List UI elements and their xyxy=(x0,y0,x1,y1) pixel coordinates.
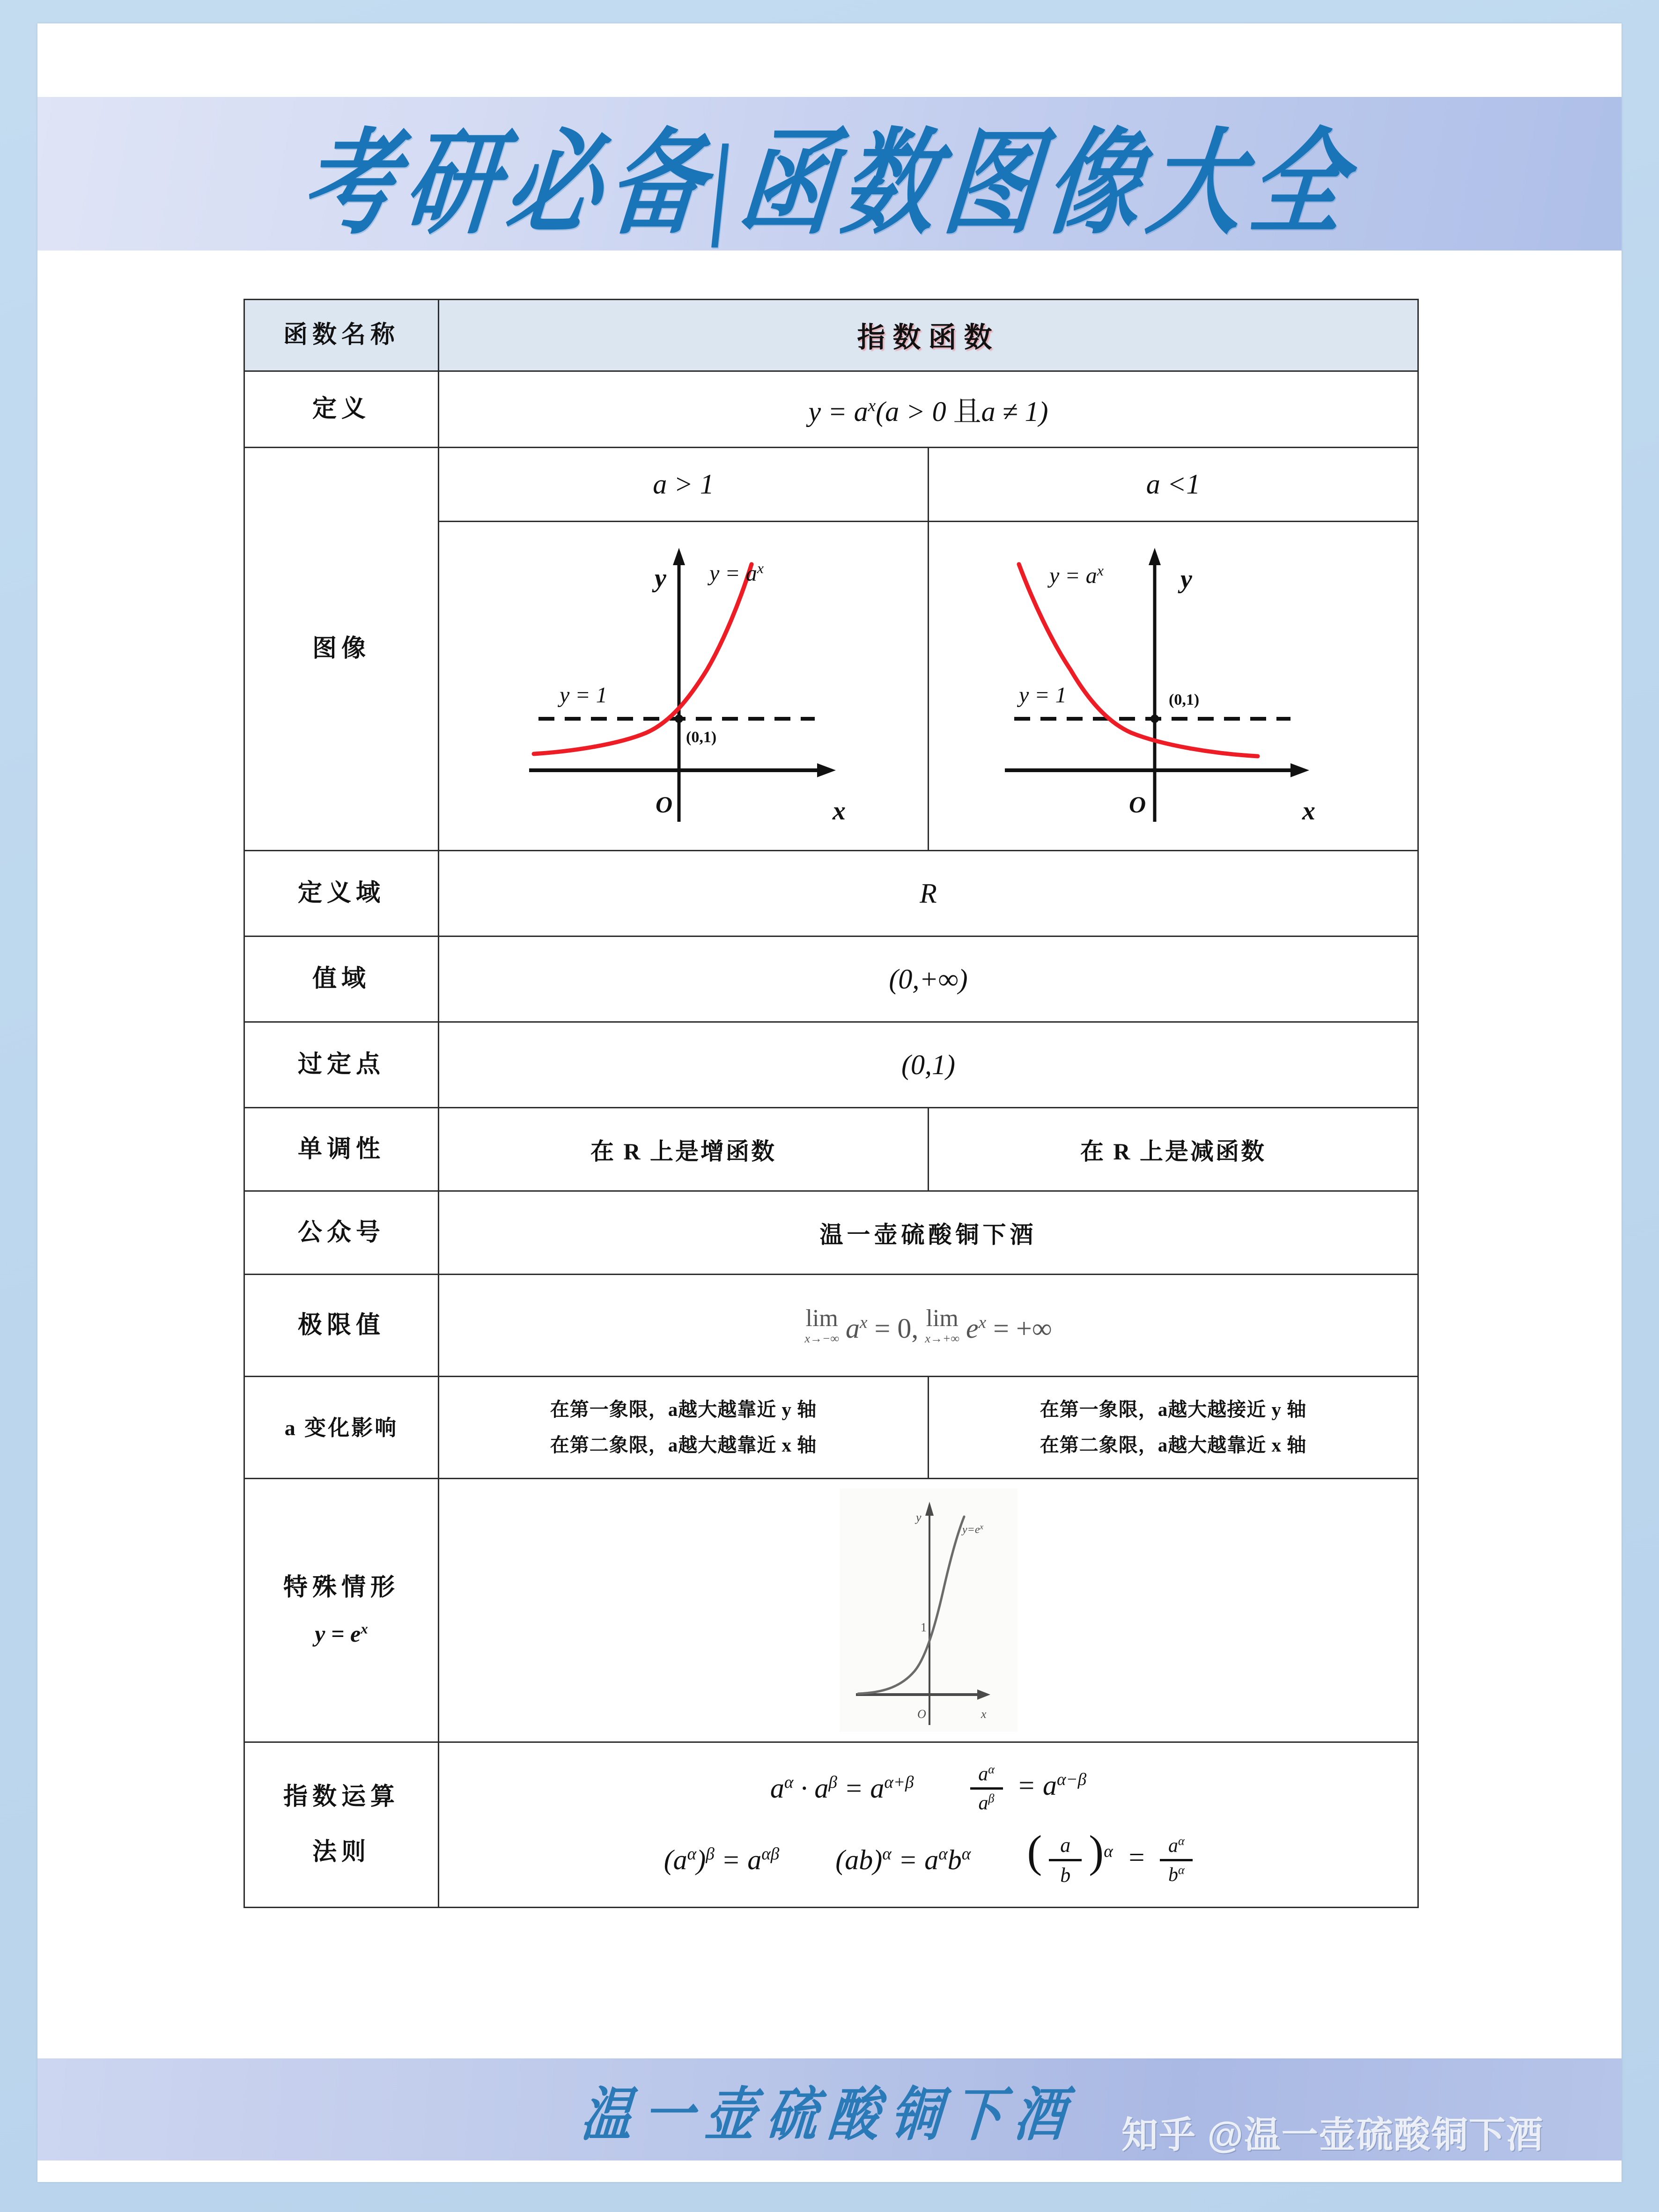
y-axis-label: y xyxy=(915,1511,922,1524)
fixed-point-value: (0,1) xyxy=(901,1049,955,1080)
monotonicity-left-cell xyxy=(439,1108,929,1191)
wechat-account-name: 温一壶硫酸铜下酒 xyxy=(819,1221,1037,1248)
tick-label-one: 1 xyxy=(920,1621,927,1634)
row-label-special-case xyxy=(244,1479,439,1742)
result-numerator: $a^\alpha$ xyxy=(1168,1834,1185,1857)
quotient-result: = $a^{\alpha-\beta}$ xyxy=(1010,1770,1087,1801)
fraction-bar xyxy=(1049,1859,1082,1861)
a-effect-right-cell xyxy=(929,1377,1418,1479)
big-paren-close: ) xyxy=(1089,1826,1104,1877)
special-case-label-line1: 特殊情形 xyxy=(283,1574,399,1601)
domain-value: R xyxy=(920,877,937,909)
row-label-limits: 极限值 xyxy=(244,1275,439,1377)
case-right-header xyxy=(929,448,1418,522)
a-effect-left-line1: 在第一象限，a越大越靠近 y 轴 xyxy=(550,1398,817,1420)
natural-exponential-chart xyxy=(840,1489,1018,1732)
exponential-increasing-chart xyxy=(478,531,890,841)
table-row-cases xyxy=(244,448,1418,522)
table-row xyxy=(244,1479,1418,1742)
definition-formula-cell xyxy=(439,371,1418,448)
table-header-row xyxy=(244,300,1418,371)
monotonicity-right-cell xyxy=(929,1108,1418,1191)
big-paren-open: ( xyxy=(1027,1826,1042,1877)
monotonicity-left-text: 在 R 上是增函数 xyxy=(590,1138,777,1165)
limit-under-text-1: x→−∞ xyxy=(804,1331,840,1345)
result-denominator: $b^\alpha$ xyxy=(1168,1863,1185,1886)
function-summary-table xyxy=(243,299,1419,1908)
table-row xyxy=(244,1275,1418,1377)
exponent-rules-row-2 xyxy=(439,1826,1417,1887)
exponent-rules-list xyxy=(439,1748,1417,1901)
a-effect-right-line2: 在第二象限，a越大越靠近 x 轴 xyxy=(1040,1434,1307,1456)
special-case-label-line2: $y = e^x$ xyxy=(315,1620,368,1647)
origin-label: O xyxy=(655,791,672,818)
a-effect-left-line2: 在第二象限，a越大越靠近 x 轴 xyxy=(550,1434,817,1456)
base-denominator: b xyxy=(1060,1864,1071,1887)
limit-operator-1 xyxy=(804,1306,839,1345)
limit-op-text-2: lim xyxy=(926,1305,959,1332)
table-row xyxy=(244,371,1418,448)
graph-cell-decreasing xyxy=(929,522,1418,851)
zhihu-watermark: 知乎 @温一壶硫酸铜下酒 xyxy=(1121,2114,1544,2155)
table-row xyxy=(244,1108,1418,1191)
range-value: (0,+∞) xyxy=(889,963,968,995)
curve-label: $y = a^x$ xyxy=(709,560,764,586)
y-axis-arrow xyxy=(1149,548,1161,565)
exponent-rule-power: $(a^\alpha)^\beta = a^{\alpha\beta}$ xyxy=(664,1844,780,1875)
exponential-decreasing-chart xyxy=(967,531,1379,841)
curve-label: $y=e^x$ xyxy=(962,1522,983,1536)
graph-cell-increasing xyxy=(439,522,929,851)
definition-formula: $y = a^x(a > 0$ 且a ≠ 1) xyxy=(808,396,1048,427)
domain-value-cell xyxy=(439,851,1418,936)
base-fraction xyxy=(1049,1833,1082,1887)
y-axis-arrow xyxy=(673,548,685,565)
row-label-monotonicity: 单调性 xyxy=(244,1108,439,1191)
case-right-text: a <1 xyxy=(1146,469,1201,500)
title-banner xyxy=(37,97,1622,251)
case-left-header xyxy=(439,448,929,522)
asymptote-label: y = 1 xyxy=(559,683,607,708)
case-left-text: a > 1 xyxy=(653,469,714,500)
range-value-cell xyxy=(439,936,1418,1022)
intersection-dot xyxy=(675,715,683,723)
result-fraction xyxy=(1160,1834,1193,1886)
y-axis-label: y xyxy=(1180,565,1192,594)
curve-label: $y = a^x$ xyxy=(1049,562,1104,588)
origin-label: O xyxy=(917,1707,926,1721)
quotient-fraction xyxy=(970,1762,1003,1814)
special-graph-cell xyxy=(439,1479,1418,1742)
header-label-cell: 函数名称 xyxy=(244,300,439,371)
table-row xyxy=(244,851,1418,936)
limit-body-1: $a^x = 0$, xyxy=(846,1312,919,1344)
limit-op-text-1: lim xyxy=(805,1305,838,1332)
point-label: (0,1) xyxy=(1168,691,1199,708)
row-label-definition: 定义 xyxy=(244,371,439,448)
exponent-rule-fraction-base: ( a b )$^\alpha$ = $a^\alpha$ $b^\alpha$ xyxy=(1027,1833,1193,1887)
table-row xyxy=(244,1022,1418,1108)
row-label-range: 值域 xyxy=(244,936,439,1022)
table-row xyxy=(244,1742,1418,1908)
base-numerator: a xyxy=(1060,1834,1071,1857)
fraction-bar xyxy=(1160,1859,1193,1861)
row-label-a-effect xyxy=(244,1377,439,1479)
x-axis-label: x xyxy=(1302,796,1315,826)
exponent-rule-product: $a^\alpha \cdot a^\beta = a^{\alpha+\beta}$ xyxy=(770,1773,914,1804)
x-axis-label: x xyxy=(981,1707,987,1721)
limits-value-cell xyxy=(439,1275,1418,1377)
wechat-value-cell xyxy=(439,1191,1418,1275)
limit-under-text-2: x→+∞ xyxy=(925,1331,959,1345)
exponential-curve xyxy=(534,564,752,754)
fraction-base-equals: = xyxy=(1120,1842,1153,1873)
limit-operator-2 xyxy=(925,1306,959,1345)
asymptote-label: y = 1 xyxy=(1018,683,1067,708)
y-axis-label: y xyxy=(654,564,666,593)
row-label-fixed-point: 过定点 xyxy=(244,1022,439,1108)
limit-expression xyxy=(804,1306,1052,1345)
exponent-rule-product-base: $(ab)^\alpha = a^\alpha b^\alpha$ xyxy=(835,1844,971,1875)
row-label-graph: 图像 xyxy=(244,448,439,851)
x-axis-label: x xyxy=(832,796,846,826)
table-row xyxy=(244,1377,1418,1479)
point-label: (0,1) xyxy=(686,729,716,746)
a-effect-label-text: a 变化影响 xyxy=(284,1416,398,1440)
fixed-point-value-cell xyxy=(439,1022,1418,1108)
origin-label: O xyxy=(1128,791,1146,818)
quotient-denominator: $a^\beta$ xyxy=(978,1792,995,1814)
exponent-rules-cell xyxy=(439,1742,1418,1908)
header-title-cell: 指数函数 xyxy=(439,300,1418,371)
footer-account-name: 温一壶硫酸铜下酒 xyxy=(579,2083,1079,2148)
quotient-numerator: $a^\alpha$ xyxy=(978,1762,995,1785)
exponent-rules-row-1 xyxy=(439,1762,1417,1814)
row-label-domain: 定义域 xyxy=(244,851,439,936)
row-label-exponent-rules xyxy=(244,1742,439,1908)
exponent-rule-quotient xyxy=(970,1762,1087,1814)
footer-banner xyxy=(37,2058,1622,2160)
intersection-dot xyxy=(1150,715,1159,723)
table-row xyxy=(244,936,1418,1022)
table-row xyxy=(244,1191,1418,1275)
page-title: 考研必备|函数图像大全 xyxy=(296,121,1360,248)
exponent-rules-label-line1: 指数运算 xyxy=(283,1784,399,1810)
x-axis-arrow xyxy=(817,763,836,777)
fraction-bar xyxy=(970,1787,1003,1790)
a-effect-left-cell xyxy=(439,1377,929,1479)
row-label-wechat: 公众号 xyxy=(244,1191,439,1275)
a-effect-right-line1: 在第一象限，a越大越接近 y 轴 xyxy=(1040,1398,1307,1420)
monotonicity-right-text: 在 R 上是减函数 xyxy=(1080,1138,1267,1165)
x-axis-arrow xyxy=(1290,763,1309,777)
exponential-curve xyxy=(1019,564,1258,756)
exponent-rules-label-line2: 法则 xyxy=(312,1839,370,1865)
limit-body-2: $e^x$ = +∞ xyxy=(966,1312,1052,1344)
